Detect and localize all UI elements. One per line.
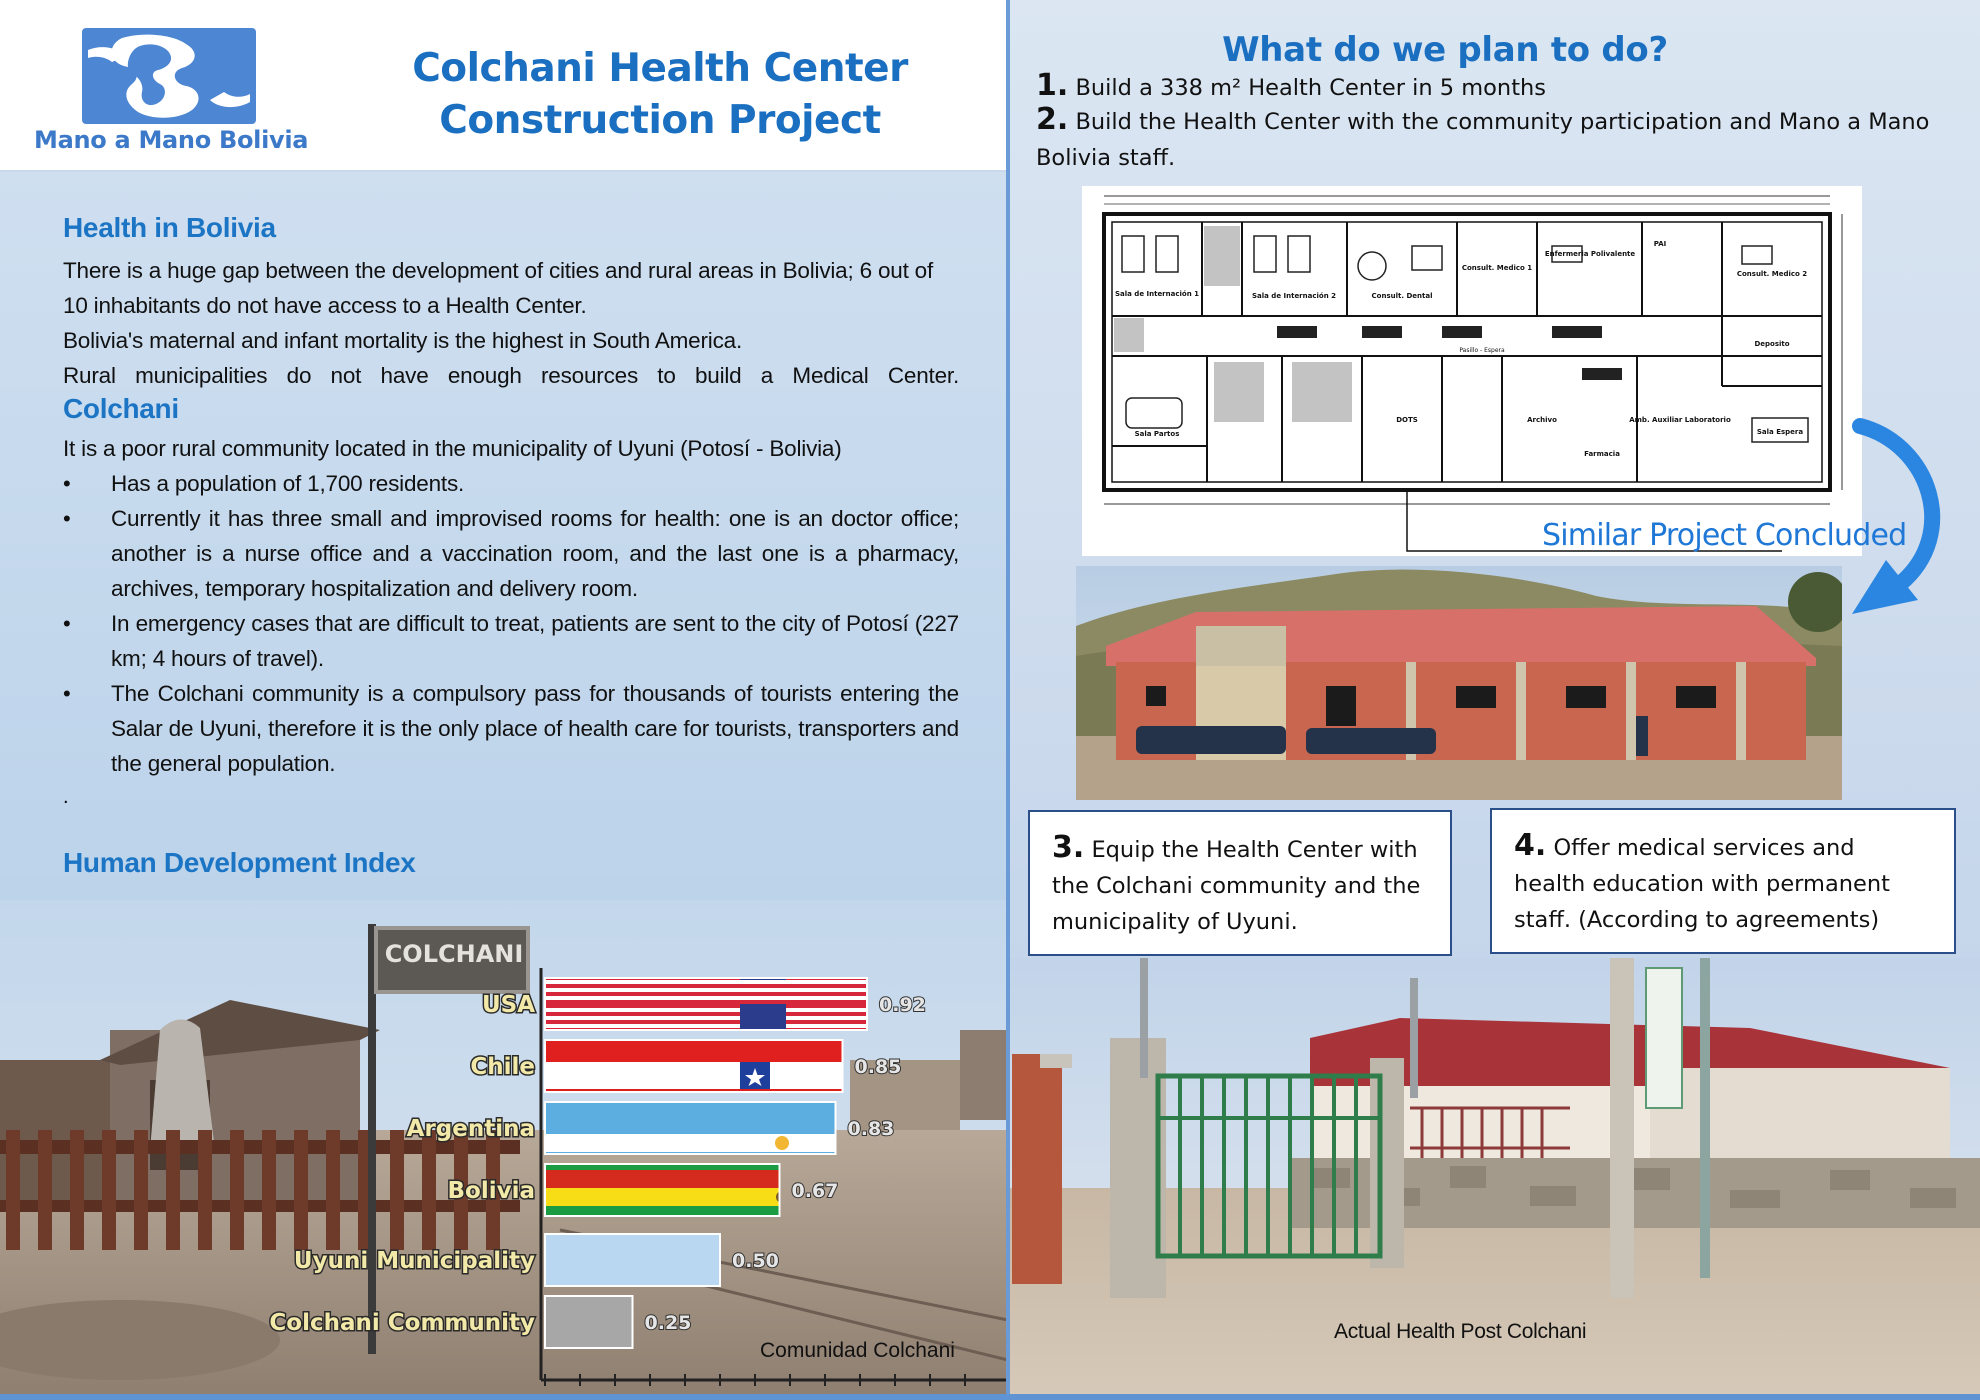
room-label: Sala Partos bbox=[1134, 430, 1180, 438]
bullet-symbol: • bbox=[63, 611, 71, 636]
room-label: Sala de Internación 1 bbox=[1114, 290, 1200, 298]
hdi-bar-argentina bbox=[545, 1102, 836, 1154]
curved-arrow-icon bbox=[1840, 414, 1960, 624]
plan-step-3-box bbox=[1028, 810, 1452, 956]
hdi-value-label: 0.25 bbox=[644, 1312, 692, 1334]
room-label: DOTS bbox=[1396, 416, 1418, 424]
hdi-category-label: Chile bbox=[470, 1054, 535, 1080]
health-paragraph-1: There is a huge gap between the development of cities and rural areas in Bolivia; 6 out of 10 inhabitants do not have access to a Health Center. bbox=[63, 258, 934, 318]
hdi-bar-chart bbox=[0, 900, 1008, 1396]
stray-dot: . bbox=[63, 786, 69, 808]
health-paragraph-2: Bolivia's maternal and infant mortality is the highest in South America. bbox=[63, 328, 742, 353]
room-label: Enfermeria Polivalente bbox=[1544, 250, 1636, 258]
room-label: Consult. Medico 1 bbox=[1461, 264, 1533, 272]
hdi-bar-colchani-community bbox=[545, 1296, 633, 1348]
bottom-border bbox=[0, 1394, 1980, 1400]
bullet-text: In emergency cases that are difficult to treat, patients are sent to the city of Potosí (227 km; 4 hours of travel). bbox=[111, 611, 959, 671]
hdi-bar-chile bbox=[545, 1040, 843, 1092]
hands-globe-logo-icon bbox=[82, 28, 256, 124]
plan-step-4-box bbox=[1490, 808, 1956, 954]
hdi-heading: Human Development Index bbox=[63, 847, 416, 878]
similar-project-label: Similar Project Concluded bbox=[1542, 518, 1907, 553]
bullet-symbol: • bbox=[63, 506, 71, 531]
health-in-bolivia-heading: Health in Bolivia bbox=[63, 212, 276, 243]
step-text: Offer medical services and health education with permanent staff. (According to agreements) bbox=[1514, 835, 1890, 933]
colchani-heading: Colchani bbox=[63, 393, 179, 424]
bullet-text: Has a population of 1,700 residents. bbox=[111, 471, 465, 496]
room-label: Sala de Internación 2 bbox=[1251, 292, 1337, 300]
room-label: Consult. Medico 2 bbox=[1736, 270, 1808, 278]
hdi-category-label: Uyuni Municipality bbox=[293, 1248, 535, 1274]
step-text: Build the Health Center with the community participation and Mano a Mano Bolivia staff. bbox=[1036, 109, 1930, 171]
floor-plan-drawing bbox=[1082, 186, 1862, 556]
plan-heading: What do we plan to do? bbox=[1222, 30, 1668, 70]
step-number: 4. bbox=[1514, 828, 1547, 863]
hdi-category-label: Argentina bbox=[406, 1116, 535, 1142]
room-label: PAI bbox=[1653, 240, 1667, 248]
colchani-sign-text: COLCHANI bbox=[384, 940, 524, 968]
bullet-text: Currently it has three small and improvised rooms for health: one is an doctor office; another is a nurse office and a vaccination room, and the last one is a pharmacy, archives, temporary hospitalization and delivery room. bbox=[111, 506, 959, 601]
step-number: 3. bbox=[1052, 830, 1085, 865]
step-text: Equip the Health Center with the Colchani community and the municipality of Uyuni. bbox=[1052, 837, 1421, 935]
hdi-category-label: Bolivia bbox=[447, 1178, 535, 1204]
room-label: Sala Espera bbox=[1756, 428, 1804, 436]
hdi-value-label: 0.83 bbox=[847, 1118, 895, 1140]
room-label: Amb. Auxiliar Laboratorio bbox=[1629, 416, 1731, 424]
step-number: 1. bbox=[1036, 68, 1069, 103]
hdi-bar-usa bbox=[545, 978, 867, 1030]
step-text: Build a 338 m² Health Center in 5 months bbox=[1075, 75, 1546, 101]
page-title-line-2: Construction Project bbox=[439, 98, 881, 143]
step-number: 2. bbox=[1036, 102, 1069, 137]
room-label: Archivo bbox=[1527, 416, 1557, 424]
hdi-chart-caption: Comunidad Colchani bbox=[760, 1339, 955, 1362]
hdi-bar-uyuni-municipality bbox=[545, 1234, 720, 1286]
bullet-symbol: • bbox=[63, 681, 71, 706]
actual-health-post-caption: Actual Health Post Colchani bbox=[1334, 1320, 1587, 1343]
hdi-value-label: 0.50 bbox=[732, 1250, 779, 1272]
hdi-value-label: 0.67 bbox=[791, 1180, 839, 1202]
plan-step-2 bbox=[1036, 102, 1956, 176]
similar-project-photo bbox=[1076, 566, 1842, 800]
bullet-text: The Colchani community is a compulsory pass for thousands of tourists entering the Salar de Uyuni, therefore it is the only place of health care for tourists, transporters and the general population. bbox=[111, 681, 959, 776]
hdi-category-label: Colchani Community bbox=[269, 1310, 535, 1336]
health-paragraph-3: Rural municipalities do not have enough resources to build a Medical Center. bbox=[63, 363, 959, 388]
hdi-value-label: 0.85 bbox=[854, 1056, 902, 1078]
room-label: Consult. Dental bbox=[1371, 292, 1433, 300]
hdi-category-label: USA bbox=[481, 992, 535, 1018]
bullet-symbol: • bbox=[63, 471, 71, 496]
logo-text: Mano a Mano Bolivia bbox=[34, 126, 309, 154]
hdi-bar-bolivia bbox=[545, 1164, 780, 1216]
hall-label: Pasillo - Espera bbox=[1459, 347, 1505, 354]
room-label: Farmacia bbox=[1584, 450, 1620, 458]
plan-step-1 bbox=[1036, 68, 1546, 103]
hdi-value-label: 0.92 bbox=[879, 994, 926, 1016]
room-label: Deposito bbox=[1754, 340, 1790, 348]
page-title-line-1: Colchani Health Center bbox=[412, 46, 908, 91]
colchani-intro: It is a poor rural community located in the municipality of Uyuni (Potosí - Bolivia) bbox=[63, 436, 842, 461]
